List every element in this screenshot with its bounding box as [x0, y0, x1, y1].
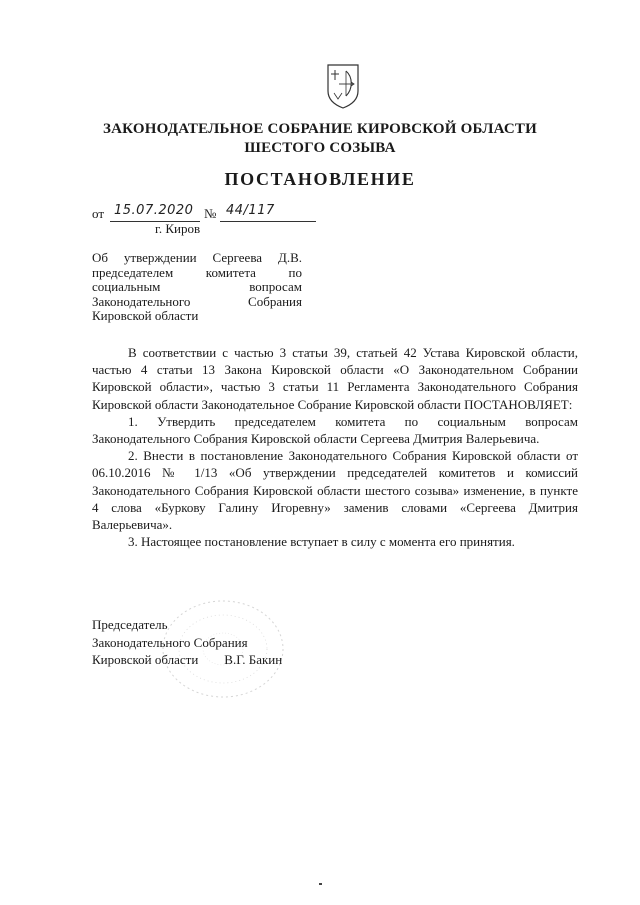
city: г. Киров: [155, 221, 201, 236]
signature-title-line3: [92, 651, 282, 669]
signature-region: Кировской области: [92, 652, 199, 667]
number-underline: [220, 221, 316, 222]
preamble-paragraph: В соответствии с частью 3 статьи 39, статьей 42 Устава Кировской области, частью 4 статьи 13 Закона Кировской области «О Законодательном Собрании Кировской области», частью 3 статьи 11 Регламента Законодательного Собрания Кировской области Законодательное Собрание Кировской области ПОСТАНОВЛЯЕТ:: [92, 345, 578, 412]
signature-title-line1: Председатель: [92, 617, 168, 632]
clause-3: 3. Настоящее постановление вступает в силу с момента его принятия.: [128, 534, 515, 550]
organization-name: ЗАКОНОДАТЕЛЬНОЕ СОБРАНИЕ КИРОВСКОЙ ОБЛАСТИ: [102, 121, 537, 137]
signature-title-line2: Законодательного Собрания: [92, 634, 248, 650]
number-value: 44/117: [226, 203, 275, 218]
document-body: [92, 344, 578, 550]
clause-1: 1. Утвердить председателем комитета по социальным вопросам Законодательного Собрания Кировской области Сергеева Дмитрия Валерьевича.: [92, 413, 578, 447]
date-prefix: от: [92, 206, 105, 221]
date-number-line: [92, 203, 322, 225]
signature-block: [92, 616, 282, 669]
kirov-coat-of-arms-icon: [326, 63, 360, 109]
document-type-title: ПОСТАНОВЛЕНИЕ: [224, 169, 416, 189]
date-value: 15.07.2020: [114, 203, 194, 218]
document-subject: Об утверждении Сергеева Д.В. председателем комитета по социальным вопросам Законодательного Собрания Кировской области: [92, 250, 302, 323]
clause-2: 2. Внести в постановление Законодательного Собрания Кировской области от 06.10.2016 № 1/13 «Об утверждении председателей комитетов и комиссий Законодательного Собрания Кировской области шестого созыва» изменение, в пункте 4 слова «Буркову Галину Игоревну» заменив словами «Сергеева Дмитрия Валерьевича».: [92, 448, 578, 533]
convocation: ШЕСТОГО СОЗЫВА: [244, 140, 396, 156]
number-prefix: №: [204, 206, 217, 221]
page-mark: [319, 883, 322, 885]
signer-name: В.Г. Бакин: [224, 652, 283, 667]
